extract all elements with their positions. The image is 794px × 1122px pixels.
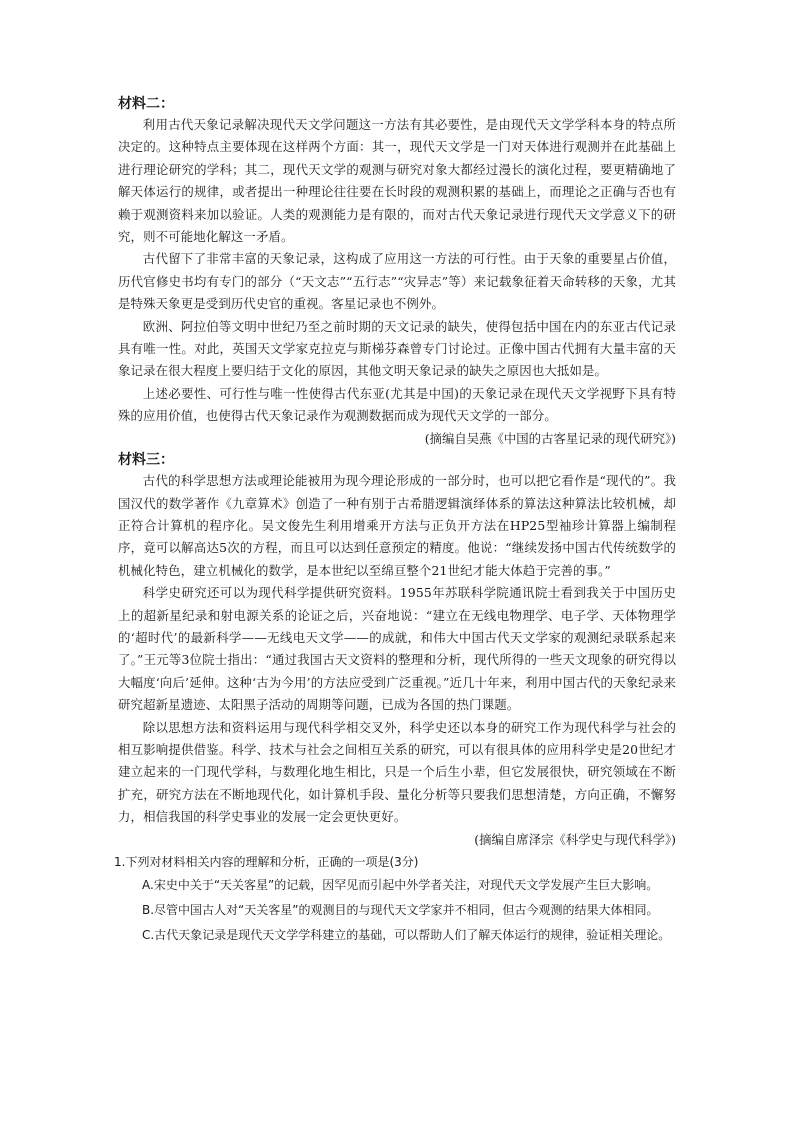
question-one [114,851,676,948]
option-c: C.古代天象记录是现代天文学学科建立的基础，可以帮助人们了解天体运行的规律，验证相关理论。 [142,928,671,942]
material-three-source: (摘编自席泽宗《科学史与现代科学》) [474,831,676,847]
material-three-heading: 材料三： [118,452,174,469]
material-two-paragraph: 欧洲、阿拉伯等文明中世纪乃至之前时期的天文记录的缺失，使得包括中国在内的东亚古代记录具有唯一性。对此，英国天文学家克拉克与斯梯芬森曾专门讨论过。正像中国古代拥有大量丰富的天象记录在很大程度上要归结于文化的原因，其他文明天象记录的缺失之原因也大抵如是。 [118,318,676,379]
material-three-paragraph: 古代的科学思想方法或理论能被用为现今理论形成的一部分时，也可以把它看作是“现代的”。我国汉代的数学著作《九章算术》创造了一种有别于古希腊逻辑演绎体系的算法这种算法比较机械，却正符合计算机的程序化。吴文俊先生利用增乘开方法与正负开方法在HP25型袖珍计算器上编制程序，竟可以解高达5次的方程，而且可以达到任意预定的精度。他说：“继续发扬中国古代传统数学的机械化特色，建立机械化的数学，是本世纪以至绵亘整个21世纪才能大体趋于完善的事。” [118,473,676,578]
material-three-paragraph: 科学史研究还可以为现代科学提供研究资料。1955年苏联科学院通讯院士看到我关于中国历史上的超新星纪录和射电源关系的论证之后，兴奋地说：“建立在无线电物理学、电子学、天体物理学的‘超时代’的最新科学——无线电天文学——的成就，和伟大中国古代天文学家的观测纪录联系起来了。”王元等3位院士指出：“通过我国古天文资料的整理和分析，现代所得的一些天文现象的研究得以大幅度‘向后’延伸。这种‘古为今用’的方法应受到广泛重视。”近几十年来，利用中国古代的天象纪录来研究超新星遗迹、太阳黑子活动的周期等问题，已成为各国的热门课题。 [118,585,676,713]
material-two-paragraph: 利用古代天象记录解决现代天文学问题这一方法有其必要性，是由现代天文学学科本身的特点所决定的。这种特点主要体现在这样两个方面：其一，现代天文学是一门对天体进行观测并在此基础上进行理论研究的学科；其二，现代天文学的观测与研究对象大都经过漫长的演化过程，要更精确地了解天体运行的规律，或者提出一种理论往往要在长时段的观测积累的基础上，而理论之正确与否也有赖于观测资料来加以验证。人类的观测能力是有限的，而对古代天象记录进行现代天文学意义下的研究，则不可能地化解这一矛盾。 [118,117,676,245]
material-three-paragraph: 除以思想方法和资料运用与现代科学相交叉外，科学史还以本身的研究工作为现代科学与社会的相互影响提供借鉴。科学、技术与社会之间相互关系的研究，可以有很具体的应用科学史是20世纪才建立起来的一门现代学科，与数理化地生相比，只是一个后生小辈，但它发展很快，研究领域在不断扩充，研究方法在不断地现代化，如计算机手段、量化分析等只要我们思想清楚，方向正确，不懈努力，相信我国的科学史事业的发展一定会更快更好。 [118,719,676,825]
material-two-paragraph: 上述必要性、可行性与唯一性使得古代东亚(尤其是中国)的天象记录在现代天文学视野下具有特殊的应用价值，也使得古代天象记录作为观测数据而成为现代天文学的一部分。 [118,385,676,424]
material-two-source: (摘编自吴燕《中国的古客星记录的现代研究》) [424,430,676,446]
material-three [118,450,676,851]
option-a: A.宋史中关于“天关客星”的记载，因罕见而引起中外学者关注，对现代天文学发展产生巨大影响。 [142,878,659,892]
material-two [118,94,676,450]
option-b: B.尽管中国古人对“天关客星”的观测目的与现代天文学家并不相同，但古今观测的结果大体相同。 [142,903,659,917]
question-stem: 1.下列对材料相关内容的理解和分析，正确的一项是(3分) [114,855,419,869]
material-two-heading: 材料二： [118,96,174,112]
material-two-paragraph: 古代留下了非常丰富的天象记录，这构成了应用这一方法的可行性。由于天象的重要星占价值，历代官修史书均有专门的部分（“天文志”“五行志”“灾异志”等）来记载象征着天命转移的天象，尤其是特殊天象更是受到历代史官的重视。客星记录也不例外。 [118,251,676,312]
